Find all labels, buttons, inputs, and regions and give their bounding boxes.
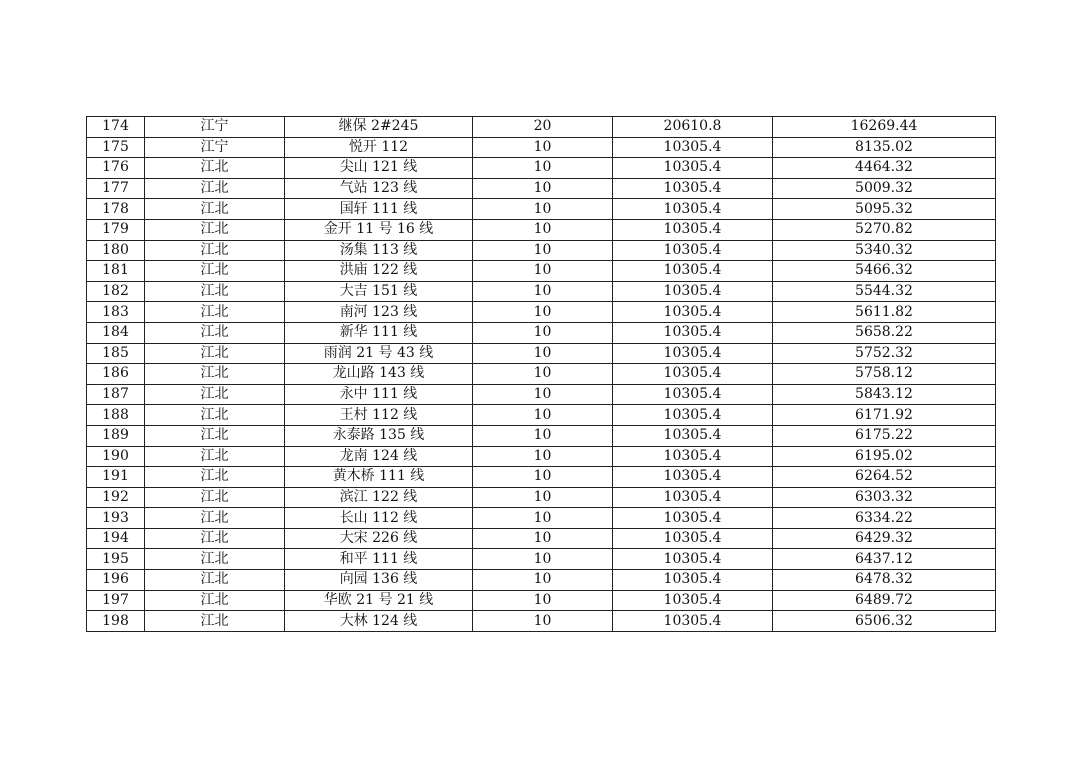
cell-district: 江北 bbox=[145, 549, 285, 570]
cell-district: 江北 bbox=[145, 343, 285, 364]
cell-voltage: 10 bbox=[473, 570, 613, 591]
cell-district: 江北 bbox=[145, 322, 285, 343]
cell-line-name: 新华 111 线 bbox=[285, 322, 473, 343]
cell-capacity: 10305.4 bbox=[613, 446, 773, 467]
cell-line-name: 继保 2#245 bbox=[285, 117, 473, 138]
cell-row-index: 185 bbox=[87, 343, 145, 364]
cell-district: 江北 bbox=[145, 219, 285, 240]
table-row bbox=[87, 117, 996, 138]
cell-district: 江北 bbox=[145, 364, 285, 385]
cell-load-value: 5611.82 bbox=[773, 302, 996, 323]
cell-capacity: 10305.4 bbox=[613, 281, 773, 302]
cell-district: 江北 bbox=[145, 446, 285, 467]
cell-voltage: 10 bbox=[473, 487, 613, 508]
table-row bbox=[87, 302, 996, 323]
cell-voltage: 10 bbox=[473, 364, 613, 385]
cell-line-name: 金开 11 号 16 线 bbox=[285, 219, 473, 240]
cell-row-index: 180 bbox=[87, 240, 145, 261]
cell-capacity: 10305.4 bbox=[613, 590, 773, 611]
cell-load-value: 5544.32 bbox=[773, 281, 996, 302]
cell-row-index: 192 bbox=[87, 487, 145, 508]
cell-capacity: 10305.4 bbox=[613, 384, 773, 405]
cell-capacity: 10305.4 bbox=[613, 528, 773, 549]
cell-line-name: 尖山 121 线 bbox=[285, 158, 473, 179]
cell-row-index: 197 bbox=[87, 590, 145, 611]
cell-voltage: 10 bbox=[473, 322, 613, 343]
cell-row-index: 187 bbox=[87, 384, 145, 405]
cell-voltage: 10 bbox=[473, 158, 613, 179]
table-row bbox=[87, 508, 996, 529]
cell-voltage: 10 bbox=[473, 281, 613, 302]
cell-line-name: 悦开 112 bbox=[285, 137, 473, 158]
cell-district: 江北 bbox=[145, 425, 285, 446]
cell-line-name: 大宋 226 线 bbox=[285, 528, 473, 549]
cell-load-value: 6195.02 bbox=[773, 446, 996, 467]
cell-load-value: 5095.32 bbox=[773, 199, 996, 220]
cell-capacity: 10305.4 bbox=[613, 405, 773, 426]
cell-capacity: 10305.4 bbox=[613, 487, 773, 508]
cell-row-index: 176 bbox=[87, 158, 145, 179]
table-row bbox=[87, 611, 996, 632]
cell-voltage: 10 bbox=[473, 343, 613, 364]
cell-row-index: 189 bbox=[87, 425, 145, 446]
cell-row-index: 191 bbox=[87, 467, 145, 488]
cell-district: 江北 bbox=[145, 487, 285, 508]
cell-line-name: 大吉 151 线 bbox=[285, 281, 473, 302]
table-row bbox=[87, 137, 996, 158]
cell-capacity: 10305.4 bbox=[613, 261, 773, 282]
cell-voltage: 10 bbox=[473, 508, 613, 529]
cell-row-index: 190 bbox=[87, 446, 145, 467]
cell-load-value: 6429.32 bbox=[773, 528, 996, 549]
cell-capacity: 10305.4 bbox=[613, 302, 773, 323]
table-body bbox=[87, 117, 996, 632]
cell-row-index: 181 bbox=[87, 261, 145, 282]
cell-capacity: 10305.4 bbox=[613, 199, 773, 220]
cell-row-index: 182 bbox=[87, 281, 145, 302]
cell-voltage: 20 bbox=[473, 117, 613, 138]
cell-load-value: 5340.32 bbox=[773, 240, 996, 261]
cell-load-value: 4464.32 bbox=[773, 158, 996, 179]
cell-load-value: 8135.02 bbox=[773, 137, 996, 158]
cell-load-value: 6437.12 bbox=[773, 549, 996, 570]
cell-row-index: 184 bbox=[87, 322, 145, 343]
cell-load-value: 6506.32 bbox=[773, 611, 996, 632]
cell-line-name: 王村 112 线 bbox=[285, 405, 473, 426]
cell-voltage: 10 bbox=[473, 549, 613, 570]
cell-voltage: 10 bbox=[473, 611, 613, 632]
cell-load-value: 5466.32 bbox=[773, 261, 996, 282]
table-row bbox=[87, 446, 996, 467]
cell-line-name: 洪庙 122 线 bbox=[285, 261, 473, 282]
cell-line-name: 永中 111 线 bbox=[285, 384, 473, 405]
table-row bbox=[87, 570, 996, 591]
table-row bbox=[87, 343, 996, 364]
table-row bbox=[87, 405, 996, 426]
cell-row-index: 174 bbox=[87, 117, 145, 138]
cell-capacity: 10305.4 bbox=[613, 425, 773, 446]
cell-capacity: 10305.4 bbox=[613, 467, 773, 488]
cell-district: 江北 bbox=[145, 590, 285, 611]
cell-line-name: 龙南 124 线 bbox=[285, 446, 473, 467]
cell-district: 江北 bbox=[145, 302, 285, 323]
cell-load-value: 6303.32 bbox=[773, 487, 996, 508]
cell-district: 江北 bbox=[145, 384, 285, 405]
cell-voltage: 10 bbox=[473, 384, 613, 405]
cell-load-value: 5270.82 bbox=[773, 219, 996, 240]
table-row bbox=[87, 240, 996, 261]
cell-row-index: 177 bbox=[87, 178, 145, 199]
cell-line-name: 龙山路 143 线 bbox=[285, 364, 473, 385]
cell-capacity: 20610.8 bbox=[613, 117, 773, 138]
cell-load-value: 16269.44 bbox=[773, 117, 996, 138]
table-row bbox=[87, 467, 996, 488]
cell-district: 江北 bbox=[145, 570, 285, 591]
data-table bbox=[86, 116, 996, 632]
cell-line-name: 华欧 21 号 21 线 bbox=[285, 590, 473, 611]
cell-line-name: 向园 136 线 bbox=[285, 570, 473, 591]
cell-district: 江北 bbox=[145, 158, 285, 179]
cell-line-name: 永泰路 135 线 bbox=[285, 425, 473, 446]
cell-row-index: 195 bbox=[87, 549, 145, 570]
cell-row-index: 179 bbox=[87, 219, 145, 240]
cell-row-index: 186 bbox=[87, 364, 145, 385]
cell-capacity: 10305.4 bbox=[613, 158, 773, 179]
cell-district: 江北 bbox=[145, 199, 285, 220]
cell-load-value: 6478.32 bbox=[773, 570, 996, 591]
cell-row-index: 178 bbox=[87, 199, 145, 220]
cell-district: 江宁 bbox=[145, 117, 285, 138]
cell-voltage: 10 bbox=[473, 240, 613, 261]
cell-line-name: 长山 112 线 bbox=[285, 508, 473, 529]
table-row bbox=[87, 384, 996, 405]
table-row bbox=[87, 549, 996, 570]
cell-load-value: 5752.32 bbox=[773, 343, 996, 364]
cell-district: 江北 bbox=[145, 281, 285, 302]
cell-voltage: 10 bbox=[473, 302, 613, 323]
table-row bbox=[87, 364, 996, 385]
cell-load-value: 5758.12 bbox=[773, 364, 996, 385]
cell-line-name: 雨润 21 号 43 线 bbox=[285, 343, 473, 364]
cell-voltage: 10 bbox=[473, 405, 613, 426]
cell-load-value: 5658.22 bbox=[773, 322, 996, 343]
cell-voltage: 10 bbox=[473, 467, 613, 488]
table-row bbox=[87, 487, 996, 508]
cell-row-index: 196 bbox=[87, 570, 145, 591]
cell-line-name: 滨江 122 线 bbox=[285, 487, 473, 508]
cell-voltage: 10 bbox=[473, 528, 613, 549]
cell-voltage: 10 bbox=[473, 425, 613, 446]
cell-capacity: 10305.4 bbox=[613, 219, 773, 240]
cell-capacity: 10305.4 bbox=[613, 137, 773, 158]
cell-line-name: 大林 124 线 bbox=[285, 611, 473, 632]
cell-row-index: 194 bbox=[87, 528, 145, 549]
cell-voltage: 10 bbox=[473, 446, 613, 467]
cell-line-name: 和平 111 线 bbox=[285, 549, 473, 570]
cell-row-index: 188 bbox=[87, 405, 145, 426]
cell-voltage: 10 bbox=[473, 137, 613, 158]
table-row bbox=[87, 590, 996, 611]
cell-line-name: 汤集 113 线 bbox=[285, 240, 473, 261]
cell-capacity: 10305.4 bbox=[613, 549, 773, 570]
cell-load-value: 6264.52 bbox=[773, 467, 996, 488]
cell-capacity: 10305.4 bbox=[613, 364, 773, 385]
cell-capacity: 10305.4 bbox=[613, 240, 773, 261]
table-row bbox=[87, 219, 996, 240]
cell-row-index: 183 bbox=[87, 302, 145, 323]
table-row bbox=[87, 199, 996, 220]
cell-line-name: 黄木桥 111 线 bbox=[285, 467, 473, 488]
cell-capacity: 10305.4 bbox=[613, 611, 773, 632]
cell-voltage: 10 bbox=[473, 261, 613, 282]
cell-district: 江北 bbox=[145, 611, 285, 632]
cell-load-value: 6334.22 bbox=[773, 508, 996, 529]
cell-row-index: 193 bbox=[87, 508, 145, 529]
table-row bbox=[87, 528, 996, 549]
cell-district: 江北 bbox=[145, 528, 285, 549]
cell-voltage: 10 bbox=[473, 199, 613, 220]
table-row bbox=[87, 261, 996, 282]
cell-capacity: 10305.4 bbox=[613, 343, 773, 364]
cell-capacity: 10305.4 bbox=[613, 178, 773, 199]
cell-district: 江北 bbox=[145, 405, 285, 426]
cell-district: 江北 bbox=[145, 508, 285, 529]
cell-load-value: 5843.12 bbox=[773, 384, 996, 405]
cell-load-value: 6171.92 bbox=[773, 405, 996, 426]
cell-line-name: 南河 123 线 bbox=[285, 302, 473, 323]
table-row bbox=[87, 281, 996, 302]
cell-district: 江北 bbox=[145, 467, 285, 488]
table-row bbox=[87, 158, 996, 179]
cell-load-value: 6175.22 bbox=[773, 425, 996, 446]
cell-capacity: 10305.4 bbox=[613, 508, 773, 529]
table-row bbox=[87, 178, 996, 199]
cell-load-value: 6489.72 bbox=[773, 590, 996, 611]
cell-voltage: 10 bbox=[473, 219, 613, 240]
cell-district: 江宁 bbox=[145, 137, 285, 158]
cell-district: 江北 bbox=[145, 240, 285, 261]
cell-district: 江北 bbox=[145, 178, 285, 199]
cell-capacity: 10305.4 bbox=[613, 322, 773, 343]
table-row bbox=[87, 322, 996, 343]
cell-line-name: 国轩 111 线 bbox=[285, 199, 473, 220]
cell-load-value: 5009.32 bbox=[773, 178, 996, 199]
cell-capacity: 10305.4 bbox=[613, 570, 773, 591]
cell-row-index: 198 bbox=[87, 611, 145, 632]
cell-voltage: 10 bbox=[473, 178, 613, 199]
cell-row-index: 175 bbox=[87, 137, 145, 158]
table-row bbox=[87, 425, 996, 446]
cell-voltage: 10 bbox=[473, 590, 613, 611]
cell-district: 江北 bbox=[145, 261, 285, 282]
cell-line-name: 气站 123 线 bbox=[285, 178, 473, 199]
